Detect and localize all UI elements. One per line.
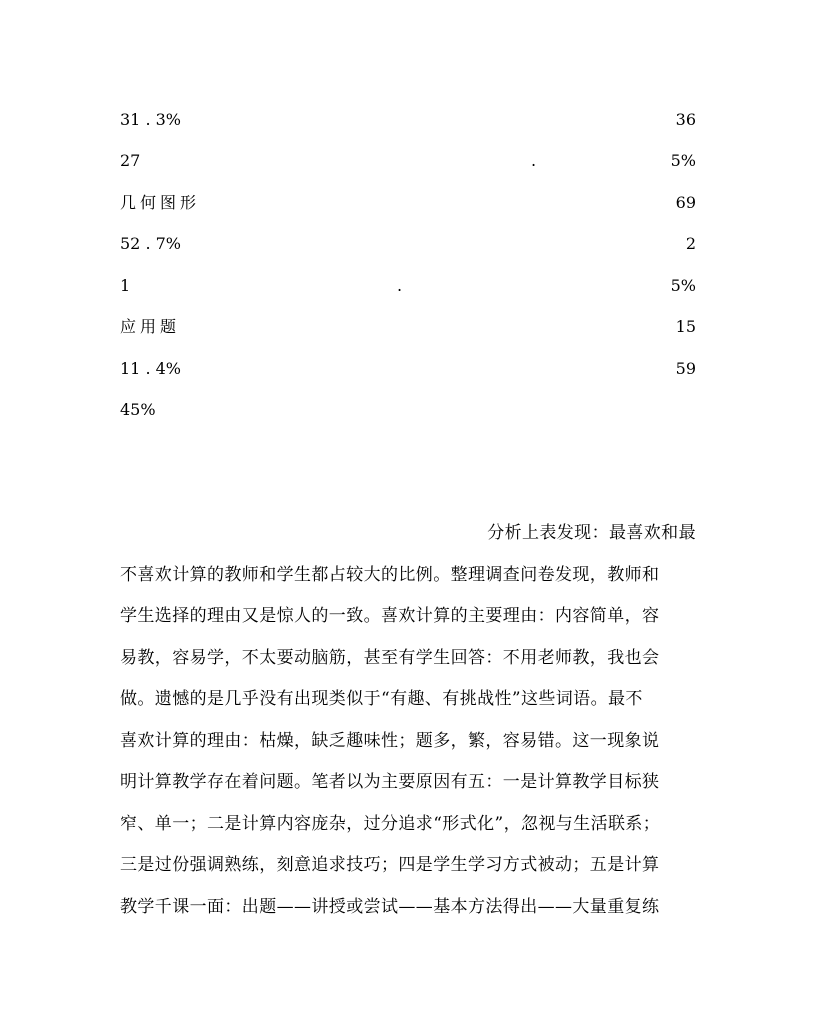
table-cell-right: 15 [675, 317, 696, 336]
paragraph-line: 学生选择的理由又是惊人的一致。喜欢计算的主要理由：内容简单，容 [120, 606, 660, 626]
paragraph-line: 易教，容易学，不太要动脑筋，甚至有学生回答：不用老师教，我也会 [120, 647, 660, 668]
table-cell-right: 5% [670, 276, 696, 295]
table-row [120, 232, 696, 256]
table-cell-right: 69 [675, 193, 696, 212]
table-row [120, 398, 696, 422]
table-row [120, 191, 696, 215]
table-cell-left: 1 [120, 276, 131, 295]
table-cell-mid: . [531, 151, 537, 170]
table-cell-left: 几何图形 [120, 193, 201, 212]
paragraph-line: 三是过份强调熟练，刻意追求技巧；四是学生学习方式被动；五是计算 [120, 855, 660, 875]
table-cell-mid: . [397, 276, 403, 295]
table-row [120, 357, 696, 381]
table-cell-left: 应用题 [120, 317, 181, 336]
paragraph-line: 教学千课一面：出题——讲授或尝试——基本方法得出——大量重复练 [120, 896, 660, 917]
table-row [120, 274, 696, 298]
table-cell-right: 59 [675, 359, 696, 378]
body-paragraph [120, 513, 696, 928]
table-cell-left: 31 . 3% [120, 110, 181, 129]
paragraph-line: 喜欢计算的理由：枯燥，缺乏趣味性；题多，繁，容易错。这一现象说 [120, 730, 660, 751]
paragraph-line: 明计算教学存在着问题。笔者以为主要原因有五：一是计算教学目标狭 [120, 772, 660, 792]
table-cell-left: 45% [120, 400, 156, 419]
paragraph-line: 不喜欢计算的教师和学生都占较大的比例。整理调查问卷发现，教师和 [120, 564, 660, 585]
table-cell-right: 36 [675, 110, 696, 129]
table-row [120, 108, 696, 132]
table-row [120, 315, 696, 339]
paragraph-line: 窄、单一；二是计算内容庞杂，过分追求“形式化”，忽视与生活联系； [120, 813, 661, 834]
table-row [120, 149, 696, 173]
table-cell-right: 2 [685, 234, 696, 253]
table-cell-left: 11 . 4% [120, 359, 181, 378]
table-cell-left: 52 . 7% [120, 234, 181, 253]
table-cell-left: 27 [120, 151, 141, 170]
table-cell-right: 5% [670, 151, 696, 170]
paragraph-line: 分析上表发现：最喜欢和最 [487, 523, 696, 543]
paragraph-line: 做。遗憾的是几乎没有出现类似于“有趣、有挑战性”这些词语。最不 [120, 689, 643, 709]
